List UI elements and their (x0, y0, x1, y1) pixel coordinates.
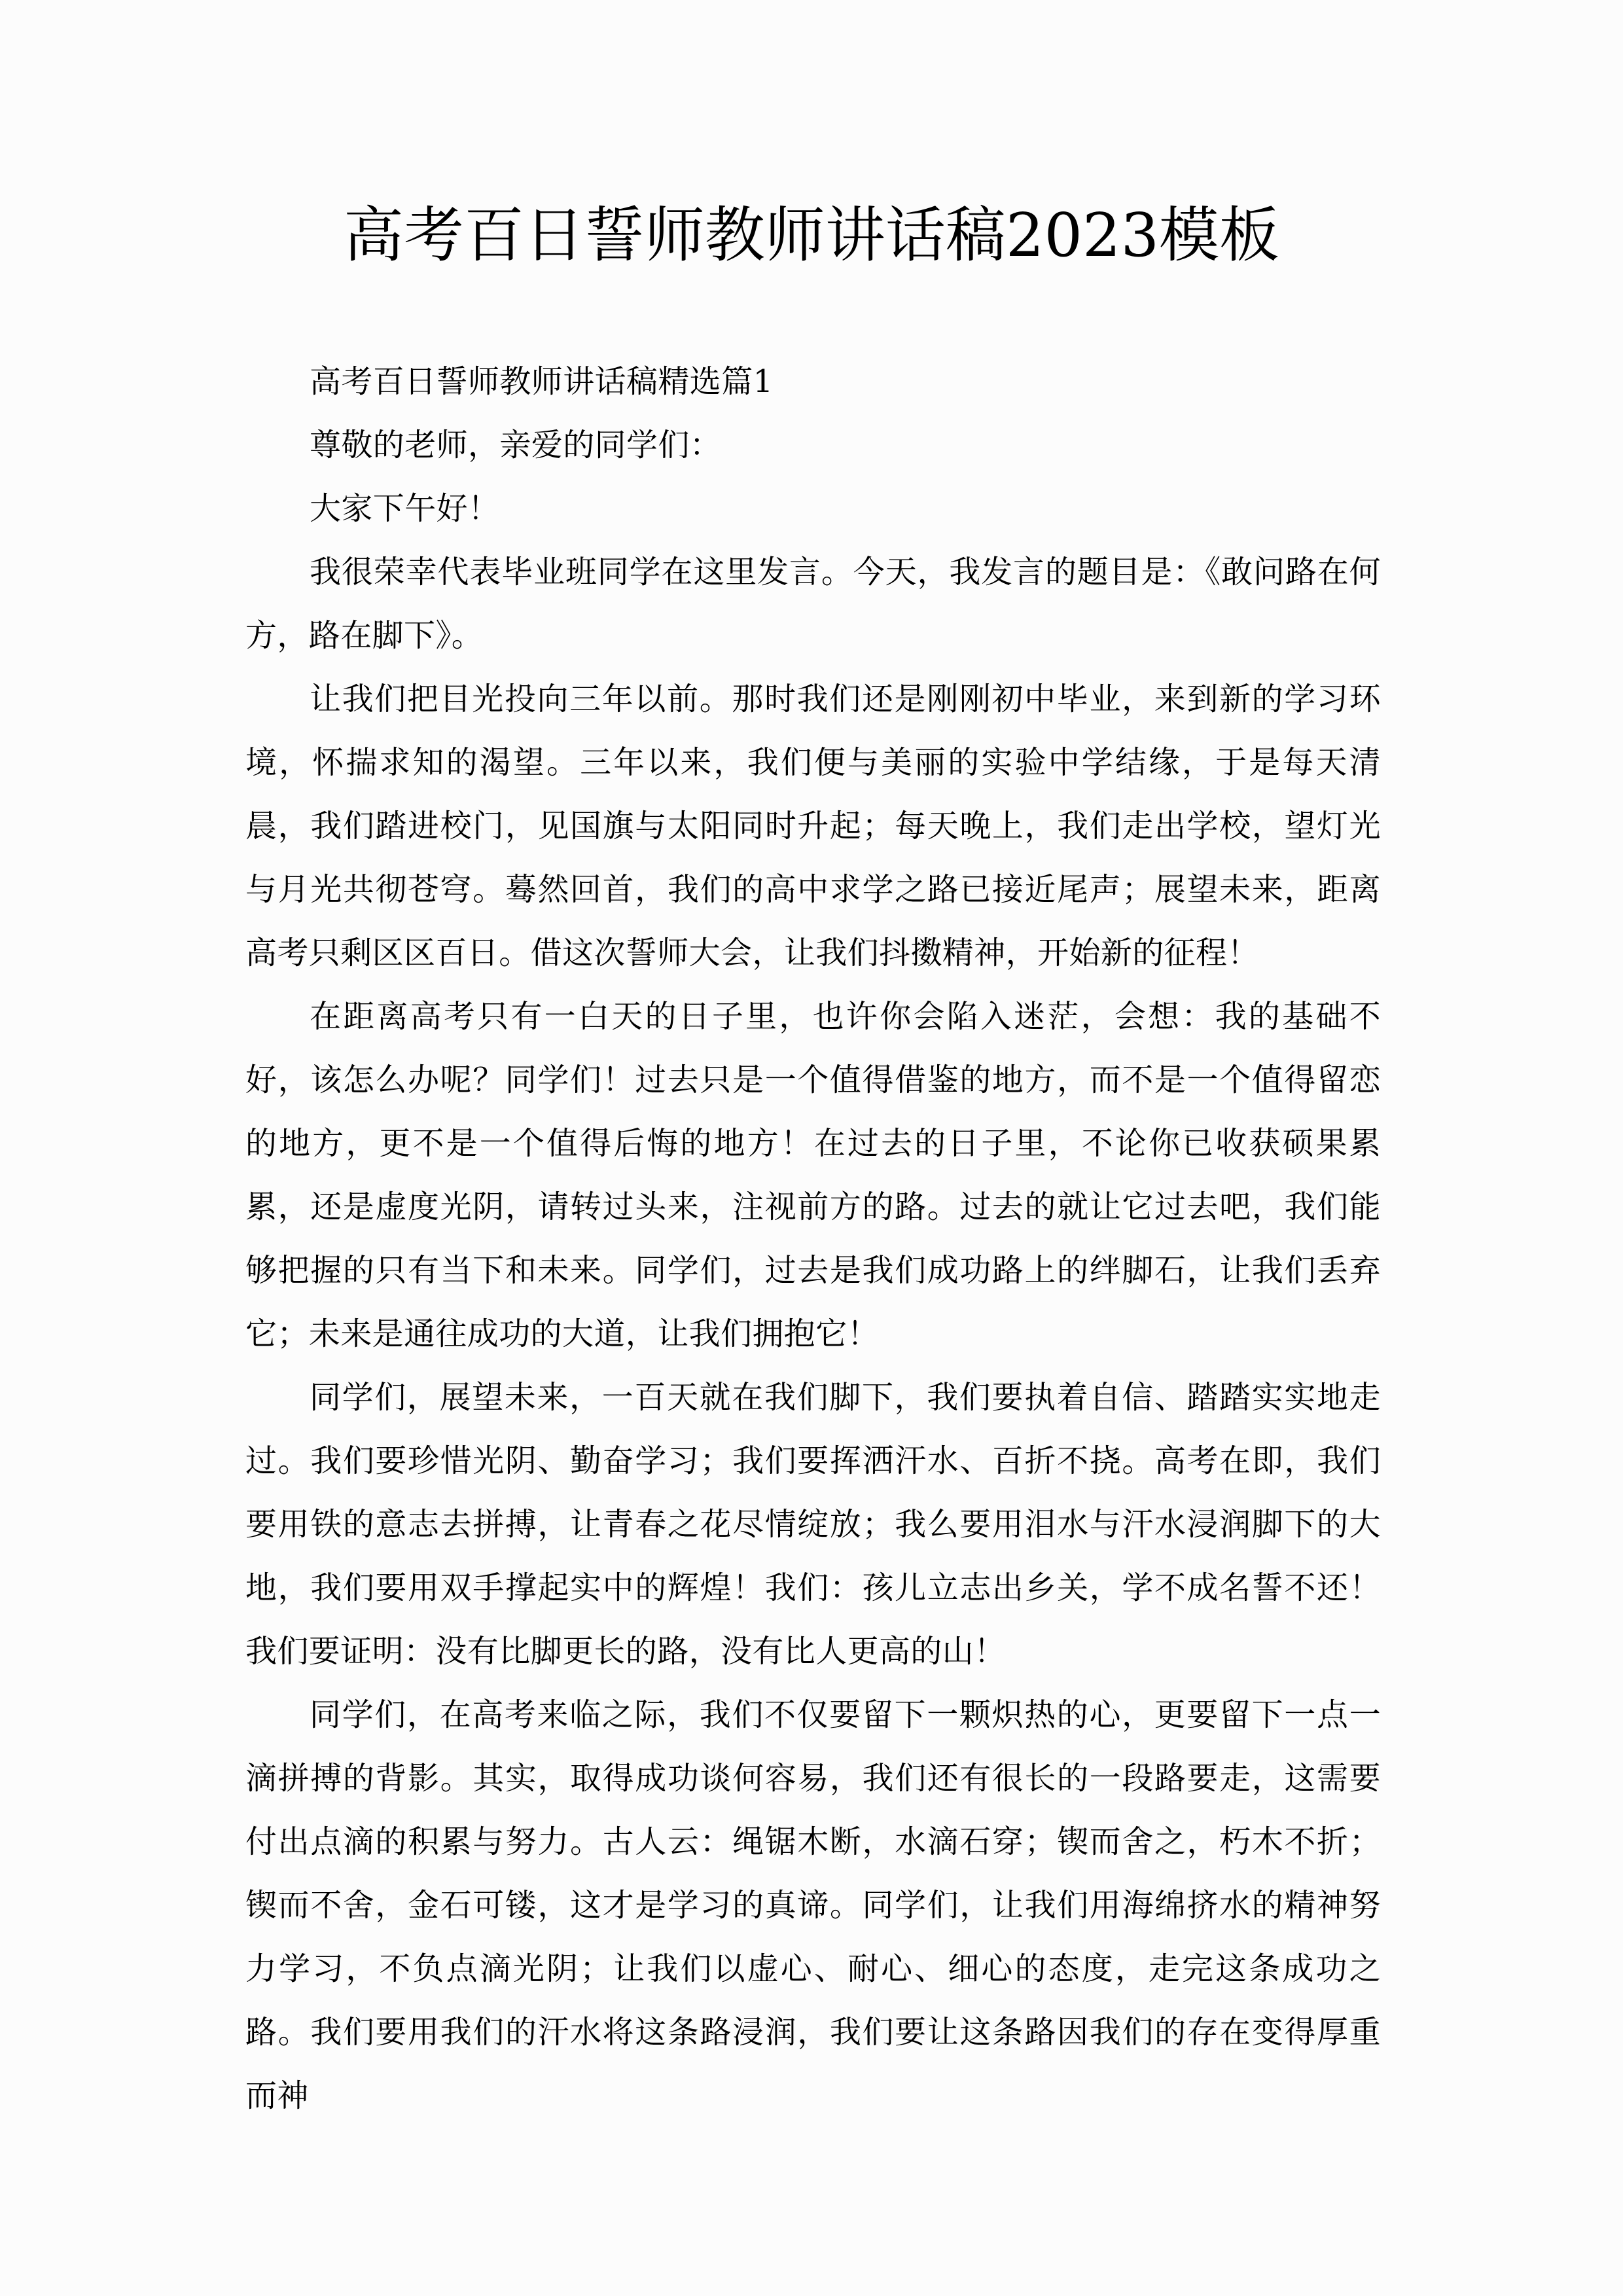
body-paragraph: 让我们把目光投向三年以前。那时我们还是刚刚初中毕业，来到新的学习环境，怀揣求知的渴望。三年以来，我们便与美丽的实验中学结缘，于是每天清晨，我们踏进校门，见国旗与太阳同时升起；每天晚上，我们走出学校，望灯光与月光共彻苍穹。蓦然回首，我们的高中求学之路已接近尾声；展望未来，距离高考只剩区区百日。借这次誓师大会，让我们抖擞精神，开始新的征程！ (245, 681, 1381, 971)
body-paragraph: 同学们，在高考来临之际，我们不仅要留下一颗炽热的心，更要留下一点一滴拼搏的背影。其实，取得成功谈何容易，我们还有很长的一段路要走，这需要付出点滴的积累与努力。古人云：绳锯木断，水滴石穿；锲而舍之，朽木不折；锲而不舍，金石可镂，这才是学习的真谛。同学们，让我们用海绵挤水的精神努力学习，不负点滴光阴；让我们以虚心、耐心、细心的态度，走完这条成功之路。我们要用我们的汗水将这条路浸润，我们要让这条路因我们的存在变得厚重而神 (245, 1696, 1381, 2114)
document-body (245, 350, 1381, 2128)
salutation: 尊敬的老师，亲爱的同学们： (310, 427, 722, 463)
body-paragraph: 同学们，展望未来，一百天就在我们脚下，我们要执着自信、踏踏实实地走过。我们要珍惜光阴、勤奋学习；我们要挥洒汗水、百折不挠。高考在即，我们要用铁的意志去拼搏，让青春之花尽情绽放；我么要用泪水与汗水浸润脚下的大地，我们要用双手撑起实中的辉煌！我们：孩儿立志出乡关，学不成名誓不还！我们要证明：没有比脚更长的路，没有比人更高的山！ (245, 1379, 1381, 1670)
document-title: 高考百日誓师教师讲话稿2023模板 (343, 200, 1280, 270)
body-paragraph: 我很荣幸代表毕业班同学在这里发言。今天，我发言的题目是：《敢问路在何方，路在脚下》。 (245, 554, 1381, 654)
section-heading: 高考百日誓师教师讲话稿精选篇1 (310, 363, 774, 400)
body-paragraph: 在距离高考只有一白天的日子里，也许你会陷入迷茫，会想：我的基础不好，该怎么办呢？同学们！过去只是一个值得借鉴的地方，而不是一个值得留恋的地方，更不是一个值得后悔的地方！在过去的日子里，不论你已收获硕果累累，还是虚度光阴，请转过头来，注视前方的路。过去的就让它过去吧，我们能够把握的只有当下和未来。同学们，过去是我们成功路上的绊脚石，让我们丢弃它；未来是通往成功的大道，让我们拥抱它！ (245, 998, 1381, 1352)
greeting: 大家下午好！ (310, 490, 500, 527)
